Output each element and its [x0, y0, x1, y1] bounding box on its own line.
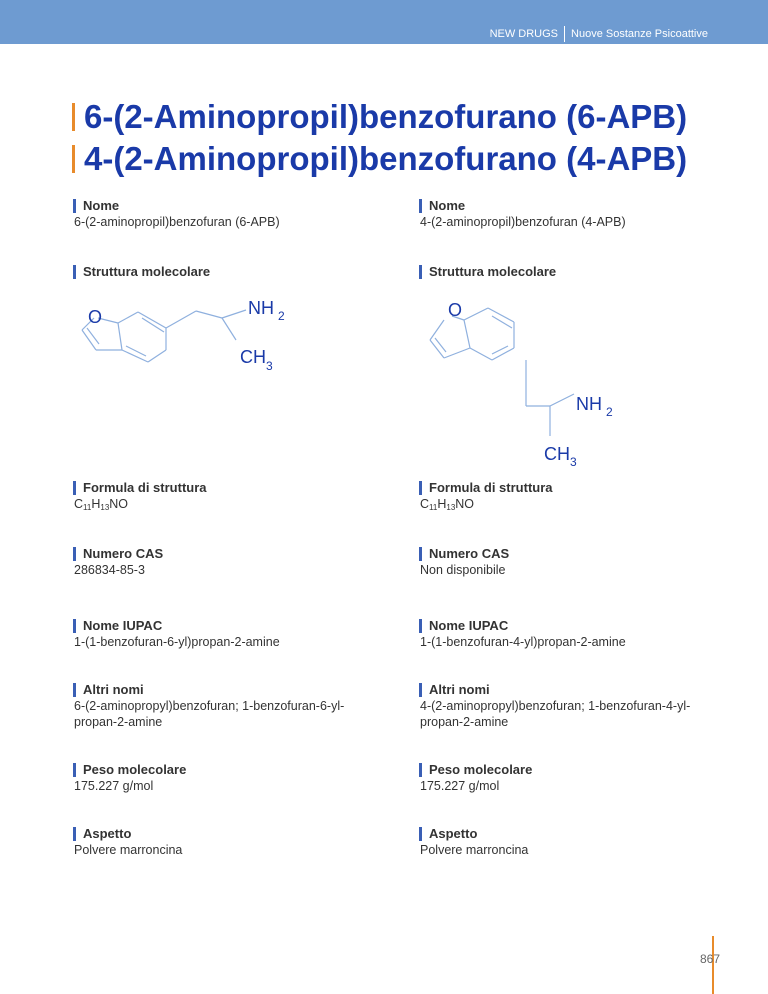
header-subsection: Nuove Sostanze Psicoattive — [571, 28, 708, 40]
page-title-6apb — [72, 96, 687, 138]
label-marker — [73, 547, 76, 561]
field-label — [418, 618, 748, 634]
methyl-group: CH — [544, 444, 570, 464]
label-marker — [419, 547, 422, 561]
structure-4apb — [418, 294, 658, 474]
field-label — [72, 264, 402, 280]
label-text: Peso molecolare — [429, 762, 533, 777]
field-peso — [72, 762, 402, 794]
field-label — [418, 546, 748, 562]
label-marker — [419, 763, 422, 777]
field-struttura — [72, 264, 402, 280]
top-banner — [0, 0, 768, 44]
field-cas — [72, 546, 402, 578]
header-divider — [564, 26, 565, 42]
field-label — [72, 826, 402, 842]
title-text-4apb: 4-(2-Aminopropil)benzofurano (4-APB) — [84, 140, 688, 177]
field-value: $C_{11}H_{13}NO$ — [74, 497, 129, 512]
oxygen-atom: O — [448, 300, 463, 320]
label-text: Aspetto — [83, 826, 132, 841]
field-label — [418, 198, 748, 214]
page-title-4apb — [72, 138, 687, 180]
field-aspetto — [72, 826, 402, 858]
field-value: 6-(2-aminopropil)benzofuran (6-APB) — [74, 215, 280, 229]
label-marker — [73, 265, 76, 279]
field-iupac — [72, 618, 402, 650]
header-section: NEW DRUGS — [489, 28, 559, 40]
title-accent-bar — [72, 103, 75, 131]
label-text: Aspetto — [429, 826, 478, 841]
label-text: Struttura molecolare — [429, 264, 557, 279]
field-label — [72, 198, 402, 214]
label-marker — [419, 265, 422, 279]
amine-group: NH — [248, 298, 274, 318]
label-marker — [419, 827, 422, 841]
label-text: Nome IUPAC — [429, 618, 509, 633]
field-value: 6-(2-aminopropyl)benzofuran; 1-benzofuran-6-yl- propan-2-amine — [74, 699, 345, 729]
label-text: Formula di struttura — [83, 480, 207, 495]
label-marker — [73, 827, 76, 841]
amine-subscript: 2 — [278, 309, 285, 323]
field-label — [72, 682, 402, 698]
title-text-6apb: 6-(2-Aminopropil)benzofurano (6-APB) — [84, 98, 688, 135]
field-label — [72, 546, 402, 562]
molecule-4apb — [418, 294, 658, 479]
label-marker — [73, 481, 76, 495]
field-iupac — [418, 618, 748, 650]
oxygen-atom: O — [88, 307, 103, 327]
label-text: Peso molecolare — [83, 762, 187, 777]
label-marker — [73, 683, 76, 697]
label-text: Nome — [83, 198, 120, 213]
field-value: 286834-85-3 — [74, 563, 145, 577]
molecule-6apb — [72, 290, 352, 385]
structure-6apb — [72, 290, 352, 380]
label-marker — [73, 199, 76, 213]
field-value: 175.227 g/mol — [420, 779, 500, 793]
field-value: $C_{11}H_{13}NO$ — [420, 497, 475, 512]
label-text: Struttura molecolare — [83, 264, 211, 279]
field-formula — [72, 480, 402, 516]
running-header — [490, 26, 708, 42]
field-altri-nomi — [72, 682, 402, 730]
field-label — [72, 618, 402, 634]
field-label — [418, 826, 748, 842]
field-label — [72, 480, 402, 496]
field-value: 1-(1-benzofuran-6-yl)propan-2-amine — [74, 635, 280, 649]
label-marker — [419, 199, 422, 213]
methyl-subscript: 3 — [570, 455, 577, 469]
field-value: 4-(2-aminopropyl)benzofuran; 1-benzofuran-4-yl- propan-2-amine — [420, 699, 691, 729]
field-struttura — [418, 264, 748, 280]
field-altri-nomi — [418, 682, 748, 730]
page-titles — [72, 96, 687, 180]
methyl-group: CH — [240, 347, 266, 367]
field-formula — [418, 480, 748, 516]
label-text: Numero CAS — [429, 546, 510, 561]
field-label — [418, 480, 748, 496]
label-marker — [419, 619, 422, 633]
field-value: 175.227 g/mol — [74, 779, 154, 793]
field-value: Polvere marroncina — [420, 843, 529, 857]
field-nome — [418, 198, 748, 230]
field-value: 4-(2-aminopropil)benzofuran (4-APB) — [420, 215, 626, 229]
label-text: Altri nomi — [429, 682, 490, 697]
label-marker — [73, 619, 76, 633]
amine-subscript: 2 — [606, 405, 613, 419]
field-label — [418, 264, 748, 280]
label-marker — [419, 481, 422, 495]
field-value: Non disponibile — [420, 563, 506, 577]
amine-group: NH — [576, 394, 602, 414]
field-peso — [418, 762, 748, 794]
field-aspetto — [418, 826, 748, 858]
label-text: Altri nomi — [83, 682, 144, 697]
field-cas — [418, 546, 748, 578]
label-text: Nome — [429, 198, 466, 213]
field-value: Polvere marroncina — [74, 843, 183, 857]
methyl-subscript: 3 — [266, 359, 273, 373]
field-value: 1-(1-benzofuran-4-yl)propan-2-amine — [420, 635, 626, 649]
field-nome — [72, 198, 402, 230]
field-label — [72, 762, 402, 778]
label-marker — [73, 763, 76, 777]
page-number: 867 — [700, 952, 721, 966]
label-marker — [419, 683, 422, 697]
label-text: Numero CAS — [83, 546, 164, 561]
label-text: Formula di struttura — [429, 480, 553, 495]
label-text: Nome IUPAC — [83, 618, 163, 633]
field-label — [418, 762, 748, 778]
field-label — [418, 682, 748, 698]
title-accent-bar — [72, 145, 75, 173]
